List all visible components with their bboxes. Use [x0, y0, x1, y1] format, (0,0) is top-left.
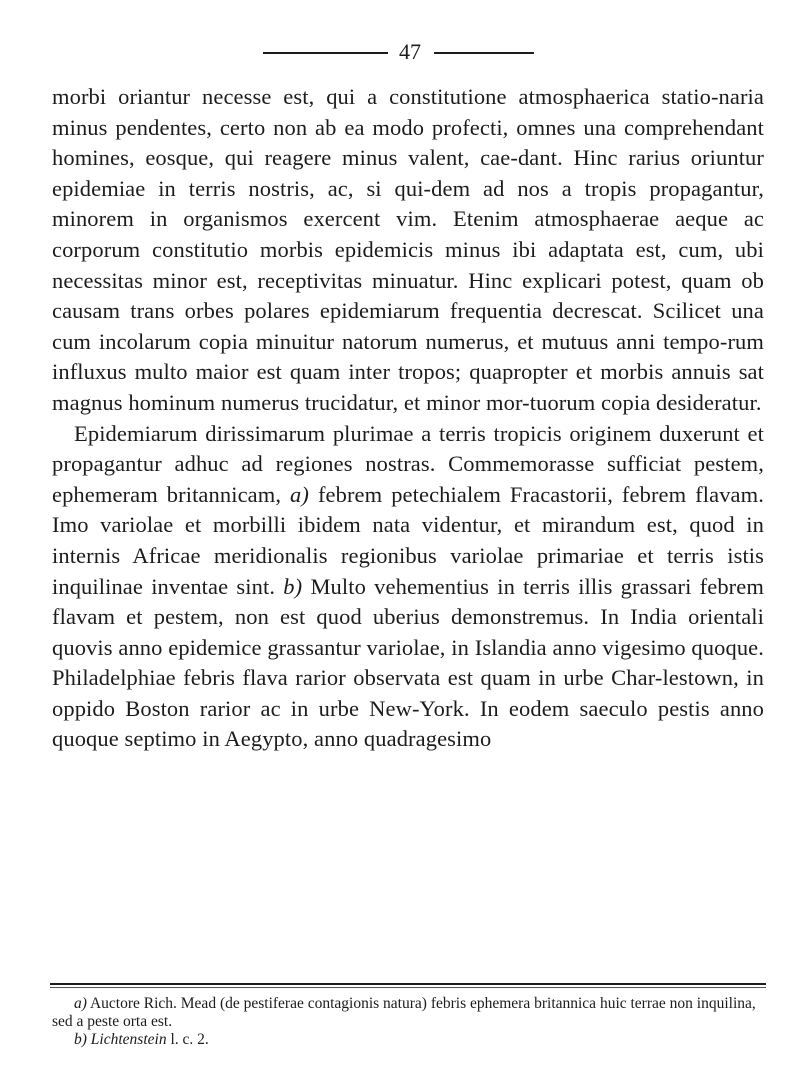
footnote-rule [50, 983, 766, 985]
footnote-b-mark: b) [74, 1031, 87, 1048]
footnote-a-mark: a) [74, 995, 87, 1012]
paragraph-2-part-3: Multo vehementius in terris illis grassari febrem flavam et pestem, non est quod uberius demonstremus. In India orientali quovis anno epidemice grassantur variolae, in Islandia anno vigesimo quoque. Philadelphiae febris flava rarior observata est quam in urbe Char-lestown, in oppido Boston rarior ac in urbe New-York. In eodem saeculo pestis anno quoque septimo in Aegypto, anno quadragesimo [52, 573, 764, 752]
footnote-b-author: Lichtenstein [90, 1031, 167, 1048]
header-rule-right [434, 52, 534, 54]
footnotes [52, 995, 764, 1049]
footnote-a-text: Auctore Rich. Mead (de pestiferae contagionis natura) febris ephemera britannica huic terrae non inquilina, sed a peste orta est. [52, 995, 756, 1030]
footnote-b-ref: l. c. 2. [170, 1031, 209, 1048]
body-text [52, 82, 764, 755]
page-header [0, 38, 800, 68]
footnote-ref-b: b) [283, 573, 303, 599]
paragraph-2 [52, 419, 764, 756]
footnote-ref-a: a) [290, 481, 309, 507]
paragraph-2-part-1: Epidemiarum dirissimarum plurimae a terris tropicis originem duxerunt et propagantur adhuc ad regiones nostras. Commemorasse sufficiat pestem, ephemeram britannicam, [52, 420, 764, 507]
footnote-a [52, 995, 764, 1031]
paragraph-1: morbi oriantur necesse est, qui a constitutione atmosphaerica statio-naria minus pendentes, certo non ab ea modo profecti, omnes una comprehendant homines, eosque, qui reagere minus valent, cae-dant. Hinc rarius oriuntur epidemiae in terris nostris, ac, si qui-dem ad nos a tropis propagantur, minorem in organismos exercent vim. Etenim atmosphaerae aeque ac corporum constitutio morbis epidemicis minus ibi adaptata est, cum, ubi necessitas minor est, receptivitas minuatur. Hinc explicari potest, quam ob causam trans orbes polares epidemiarum frequentia decrescat. Scilicet una cum incolarum copia minuitur natorum numerus, et mutuus anni tempo-rum influxus multo maior est quam inter tropos; quapropter et morbis annuis sat magnus hominum numerus trucidatur, et minor mor-tuorum copia desideratur. [52, 84, 764, 415]
page-number: 47 [399, 39, 421, 64]
footnote-b [52, 1031, 764, 1049]
paragraph-2-part-2: febrem petechialem Fracastorii, febrem flavam. Imo variolae et morbilli ibidem nata videntur, et mirandum est, quod in internis Africae meridionalis regionibus variolae primariae et terris istis inquilinae inventae sint. [52, 481, 764, 599]
header-rule-left [263, 52, 388, 54]
footnote-rule-thin [50, 987, 766, 988]
